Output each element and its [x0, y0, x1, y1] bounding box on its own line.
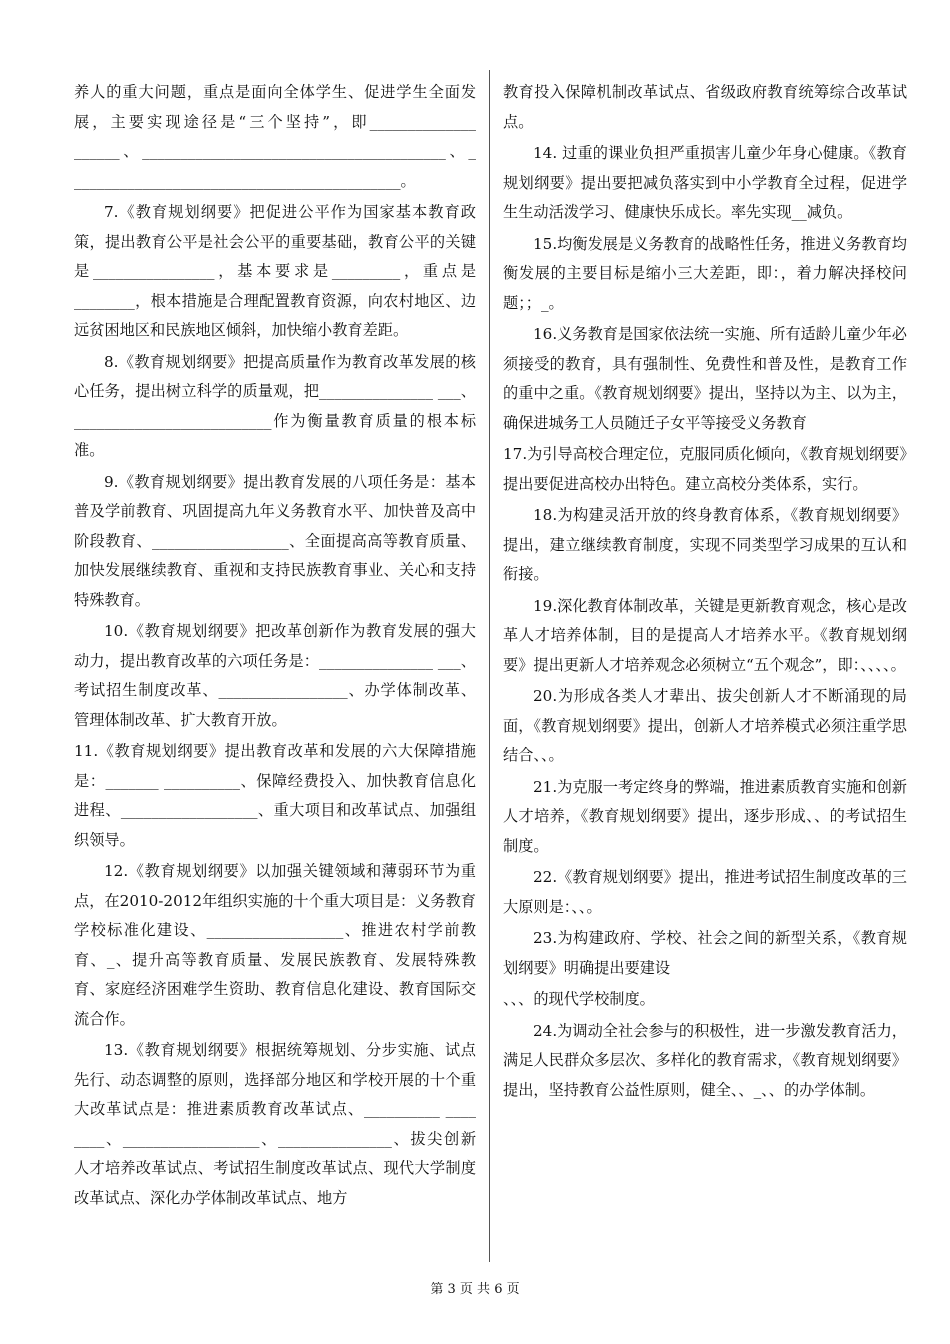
paragraph: 10.《教育规划纲要》把改革创新作为教育发展的强大动力，提出教育改革的六项任务是：_______________ ___、考试招生制度改革、_________________、办学体制改革、管理体制改革、扩大教育开放。 — [74, 622, 476, 729]
paragraph: 16.义务教育是国家依法统一实施、所有适龄儿童少年必须接受的教育，具有强制性、免费性和普及性，是教育工作的重中之重。《教育规划纲要》提出，坚持以为主、以为主，确保进城务工人员随迁子女平等接受义务教育 — [503, 325, 907, 432]
paragraph: 、、、的现代学校制度。 — [503, 990, 655, 1008]
paragraph: 9.《教育规划纲要》提出教育发展的八项任务是：基本普及学前教育、巩固提高九年义务教育水平、加快普及高中阶段教育、__________________、全面提高高等教育质量、加快发展继续教育、重视和支持民族教育事业、关心和支持特殊教育。 — [74, 472, 476, 609]
right-column — [503, 78, 907, 1105]
paragraph: 13.《教育规划纲要》根据统筹规划、分步实施、试点先行、动态调整的原则，选择部分地区和学校开展的十个重大改革试点是：推进素质教育改革试点、__________ ____ ____、__________________、_______________、拔尖创新人才培养改革试点、考试招生制度改革试点、现代大学制度改革试点、深化办学体制改革试点、地方 — [74, 1041, 476, 1207]
paragraph: 22.《教育规划纲要》提出，推进考试招生制度改革的三大原则是：、、。 — [503, 868, 907, 916]
paragraph: 17.为引导高校合理定位，克服同质化倾向，《教育规划纲要》提出要促进高校办出特色。建立高校分类体系，实行。 — [503, 445, 907, 493]
paragraph: 11.《教育规划纲要》提出教育改革和发展的六大保障措施是：_______ __________、保障经费投入、加快教育信息化进程、__________________、重大项目和改革试点、加强组织领导。 — [74, 742, 476, 849]
paragraph: 18.为构建灵活开放的终身教育体系，《教育规划纲要》提出，建立继续教育制度，实现不同类型学习成果的互认和衔接。 — [503, 506, 907, 583]
paragraph: 养人的重大问题，重点是面向全体学生、促进学生全面发展，主要实现途径是“三个坚持”，即______________ ______、________________________________________、_ ___________________________________________。 — [74, 83, 476, 190]
page-number-footer: 第 3 页 共 6 页 — [430, 1282, 520, 1297]
paragraph: 24.为调动全社会参与的积极性，进一步激发教育活力，满足人民群众多层次、多样化的教育需求，《教育规划纲要》提出，坚持教育公益性原则，健全、、_、、的办学体制。 — [503, 1021, 907, 1099]
paragraph: 19.深化教育体制改革，关键是更新教育观念，核心是改革人才培养体制，目的是提高人才培养水平。《教育规划纲要》提出更新人才培养观念必须树立“五个观念”，即：、、、、。 — [503, 596, 907, 674]
left-column — [74, 78, 476, 1213]
paragraph: 7.《教育规划纲要》把促进公平作为国家基本教育政策，提出教育公平是社会公平的重要基础，教育公平的关键是________________，基本要求是_________，重点是________，根本措施是合理配置教育资源，向农村地区、边远贫困地区和民族地区倾斜，加快缩小教育差距。 — [74, 203, 476, 339]
paragraph: 8.《教育规划纲要》把提高质量作为教育改革发展的核心任务，提出树立科学的质量观，把_______________ ___、__________________________作为衡量教育质量的根本标准。 — [74, 352, 476, 459]
paragraph: 15.均衡发展是义务教育的战略性任务，推进义务教育均衡发展的主要目标是缩小三大差距，即：，着力解决择校问题；；_。 — [503, 234, 907, 312]
paragraph: 教育投入保障机制改革试点、省级政府教育统筹综合改革试点。 — [503, 83, 907, 131]
paragraph: 20.为形成各类人才辈出、拔尖创新人才不断涌现的局面，《教育规划纲要》提出，创新人才培养模式必须注重学思结合、、。 — [503, 687, 907, 764]
paragraph: 21.为克服一考定终身的弊端，推进素质教育实施和创新人才培养，《教育规划纲要》提出，逐步形成、、的考试招生制度。 — [503, 777, 907, 855]
paragraph: 23.为构建政府、学校、社会之间的新型关系，《教育规划纲要》明确提出要建设 — [503, 929, 907, 977]
paragraph: 14. 过重的课业负担严重损害儿童少年身心健康。《教育规划纲要》提出要把减负落实到中小学教育全过程，促进学生生动活泼学习、健康快乐成长。率先实现__减负。 — [503, 144, 907, 221]
paragraph: 12.《教育规划纲要》以加强关键领域和薄弱环节为重点，在2010-2012年组织实施的十个重大项目是：义务教育学校标准化建设、__________________、推进农村学前教育、_、提升高等教育质量、发展民族教育、发展特殊教育、家庭经济困难学生资助、教育信息化建设、教育国际交流合作。 — [74, 862, 476, 1028]
column-divider — [489, 70, 490, 1262]
